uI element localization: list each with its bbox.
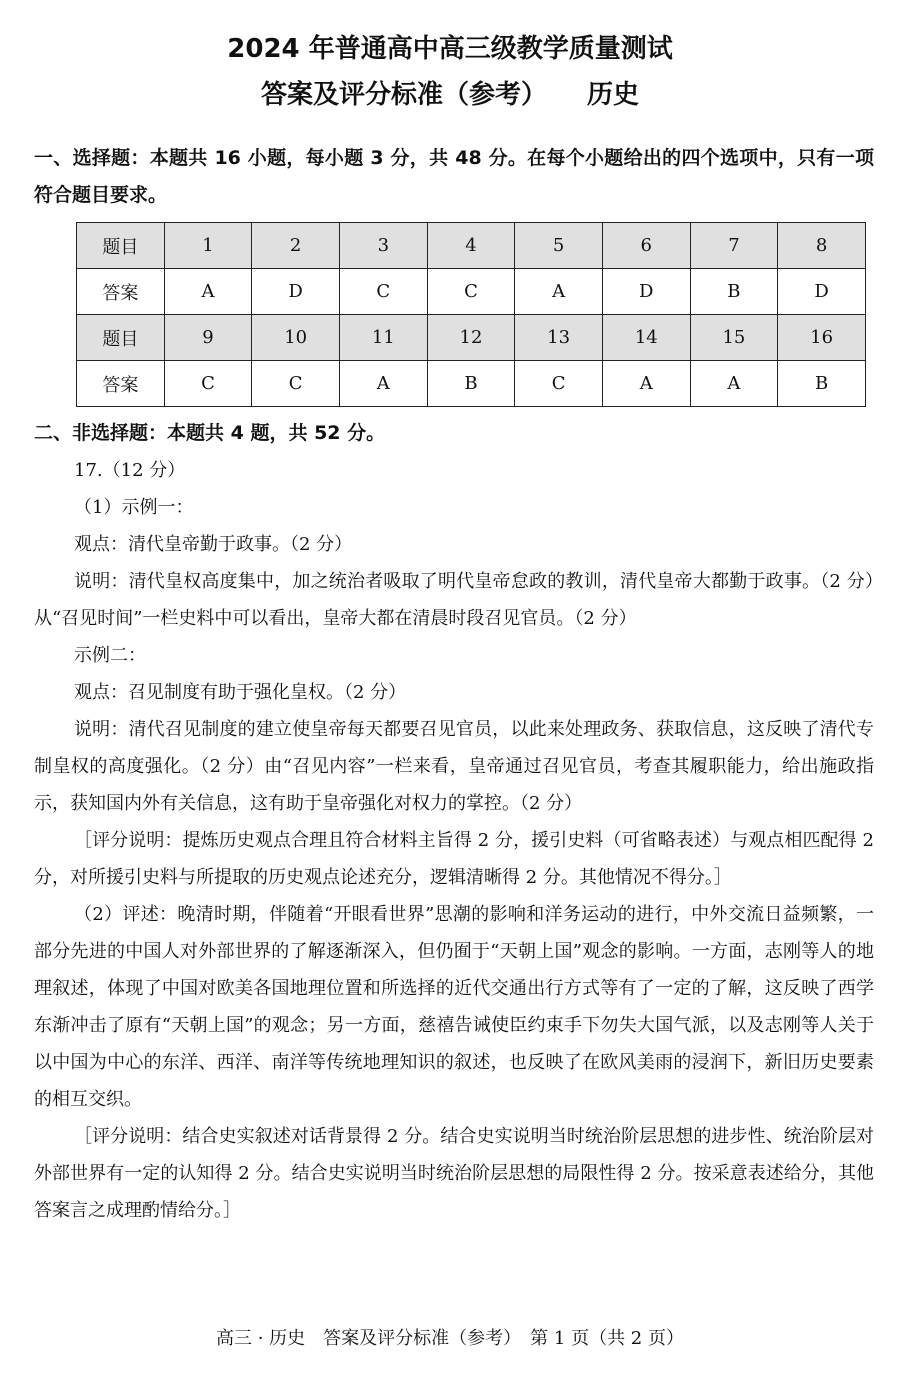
q17-scoring-note-2: ［评分说明：结合史实叙述对话背景得 2 分。结合史实说明当时统治阶层思想的进步性、统治阶层对外部世界有一定的认知得 2 分。结合史实说明当时统治阶层思想的局限性得 2 分。按采意表述给分，其他答案言之成理酌情给分。］	[34, 1126, 874, 1221]
table-cell: C	[164, 361, 252, 407]
table-cell: 2	[252, 223, 340, 269]
q17-ex2-label: 示例二：	[74, 645, 146, 666]
table-row	[77, 315, 866, 361]
q17-part2: （2）评述：晚清时期，伴随着“开眼看世界”思潮的影响和洋务运动的进行，中外交流日益频繁，一部分先进的中国人对外部世界的了解逐渐深入，但仍囿于“天朝上国”观念的影响。一方面，志刚等人的地理叙述，体现了中国对欧美各国地理位置和所选择的近代交通出行方式等有了一定的了解，这反映了西学东渐冲击了原有“天朝上国”的观念；另一方面，慈禧告诫使臣约束手下勿失大国气派，以及志刚等人关于以中国为中心的东洋、西洋、南洋等传统地理知识的叙述，也反映了在欧风美雨的浸润下，新旧历史要素的相互交织。	[34, 904, 874, 1110]
table-cell: 4	[427, 223, 515, 269]
table-cell: C	[252, 361, 340, 407]
document-body	[34, 140, 874, 1229]
q17-ex1-explanation: 说明：清代皇权高度集中，加之统治者吸取了明代皇帝怠政的教训，清代皇帝大都勤于政事。（2 分）从“召见时间”一栏史料中可以看出，皇帝大都在清晨时段召见官员。（2 分）	[34, 571, 874, 629]
q17-label: 17.（12 分）	[74, 460, 186, 481]
title-answer-label: 答案及评分标准（参考）	[260, 80, 547, 110]
table-cell: 16	[778, 315, 866, 361]
q17-ex2-view: 观点：召见制度有助于强化皇权。（2 分）	[74, 682, 407, 703]
table-cell: A	[339, 361, 427, 407]
table-cell: D	[602, 269, 690, 315]
table-cell: 3	[339, 223, 427, 269]
table-cell: A	[602, 361, 690, 407]
table-row-header: 答案	[77, 361, 165, 407]
table-cell: 14	[602, 315, 690, 361]
table-row	[77, 269, 866, 315]
table-row	[77, 361, 866, 407]
table-cell: A	[690, 361, 778, 407]
table-cell: B	[427, 361, 515, 407]
title-line-2	[0, 74, 900, 111]
table-cell: C	[339, 269, 427, 315]
table-cell: 13	[515, 315, 603, 361]
section1-heading: 一、选择题：本题共 16 小题，每小题 3 分，共 48 分。在每个小题给出的四个选项中，只有一项符合题目要求。	[34, 147, 874, 206]
q17-ex1-view: 观点：清代皇帝勤于政事。（2 分）	[74, 534, 353, 555]
table-cell: 7	[690, 223, 778, 269]
table-cell: C	[515, 361, 603, 407]
table-cell: D	[252, 269, 340, 315]
table-cell: 12	[427, 315, 515, 361]
table-cell: D	[778, 269, 866, 315]
q17-ex2-explanation: 说明：清代召见制度的建立使皇帝每天都要召见官员，以此来处理政务、获取信息，这反映了清代专制皇权的高度强化。（2 分）由“召见内容”一栏来看，皇帝通过召见官员，考查其履职能力，给出施政指示，获知国内外有关信息，这有助于皇帝强化对权力的掌控。（2 分）	[34, 719, 874, 814]
title-line-1: 2024 年普通高中高三级教学质量测试	[227, 34, 673, 64]
table-cell: 10	[252, 315, 340, 361]
table-cell: B	[690, 269, 778, 315]
table-row-header: 题目	[77, 223, 165, 269]
title-subject: 历史	[587, 80, 640, 110]
table-cell: A	[515, 269, 603, 315]
table-cell: A	[164, 269, 252, 315]
table-cell: 6	[602, 223, 690, 269]
page-footer: 高三 · 历史 答案及评分标准（参考） 第 1 页（共 2 页）	[216, 1328, 684, 1349]
table-cell: 8	[778, 223, 866, 269]
q17-scoring-note-1: ［评分说明：提炼历史观点合理且符合材料主旨得 2 分，援引史料（可省略表述）与观点相匹配得 2 分，对所援引史料与所提取的历史观点论述充分，逻辑清晰得 2 分。其他情况不得分。］	[34, 830, 874, 888]
table-cell: B	[778, 361, 866, 407]
q17-part1-label: （1）示例一：	[74, 497, 194, 518]
table-row	[77, 223, 866, 269]
table-cell: 5	[515, 223, 603, 269]
table-cell: 15	[690, 315, 778, 361]
answer-table	[76, 222, 866, 407]
table-cell: C	[427, 269, 515, 315]
table-row-header: 答案	[77, 269, 165, 315]
table-cell: 11	[339, 315, 427, 361]
table-row-header: 题目	[77, 315, 165, 361]
table-cell: 9	[164, 315, 252, 361]
table-cell: 1	[164, 223, 252, 269]
section2-heading: 二、非选择题：本题共 4 题，共 52 分。	[34, 422, 386, 444]
